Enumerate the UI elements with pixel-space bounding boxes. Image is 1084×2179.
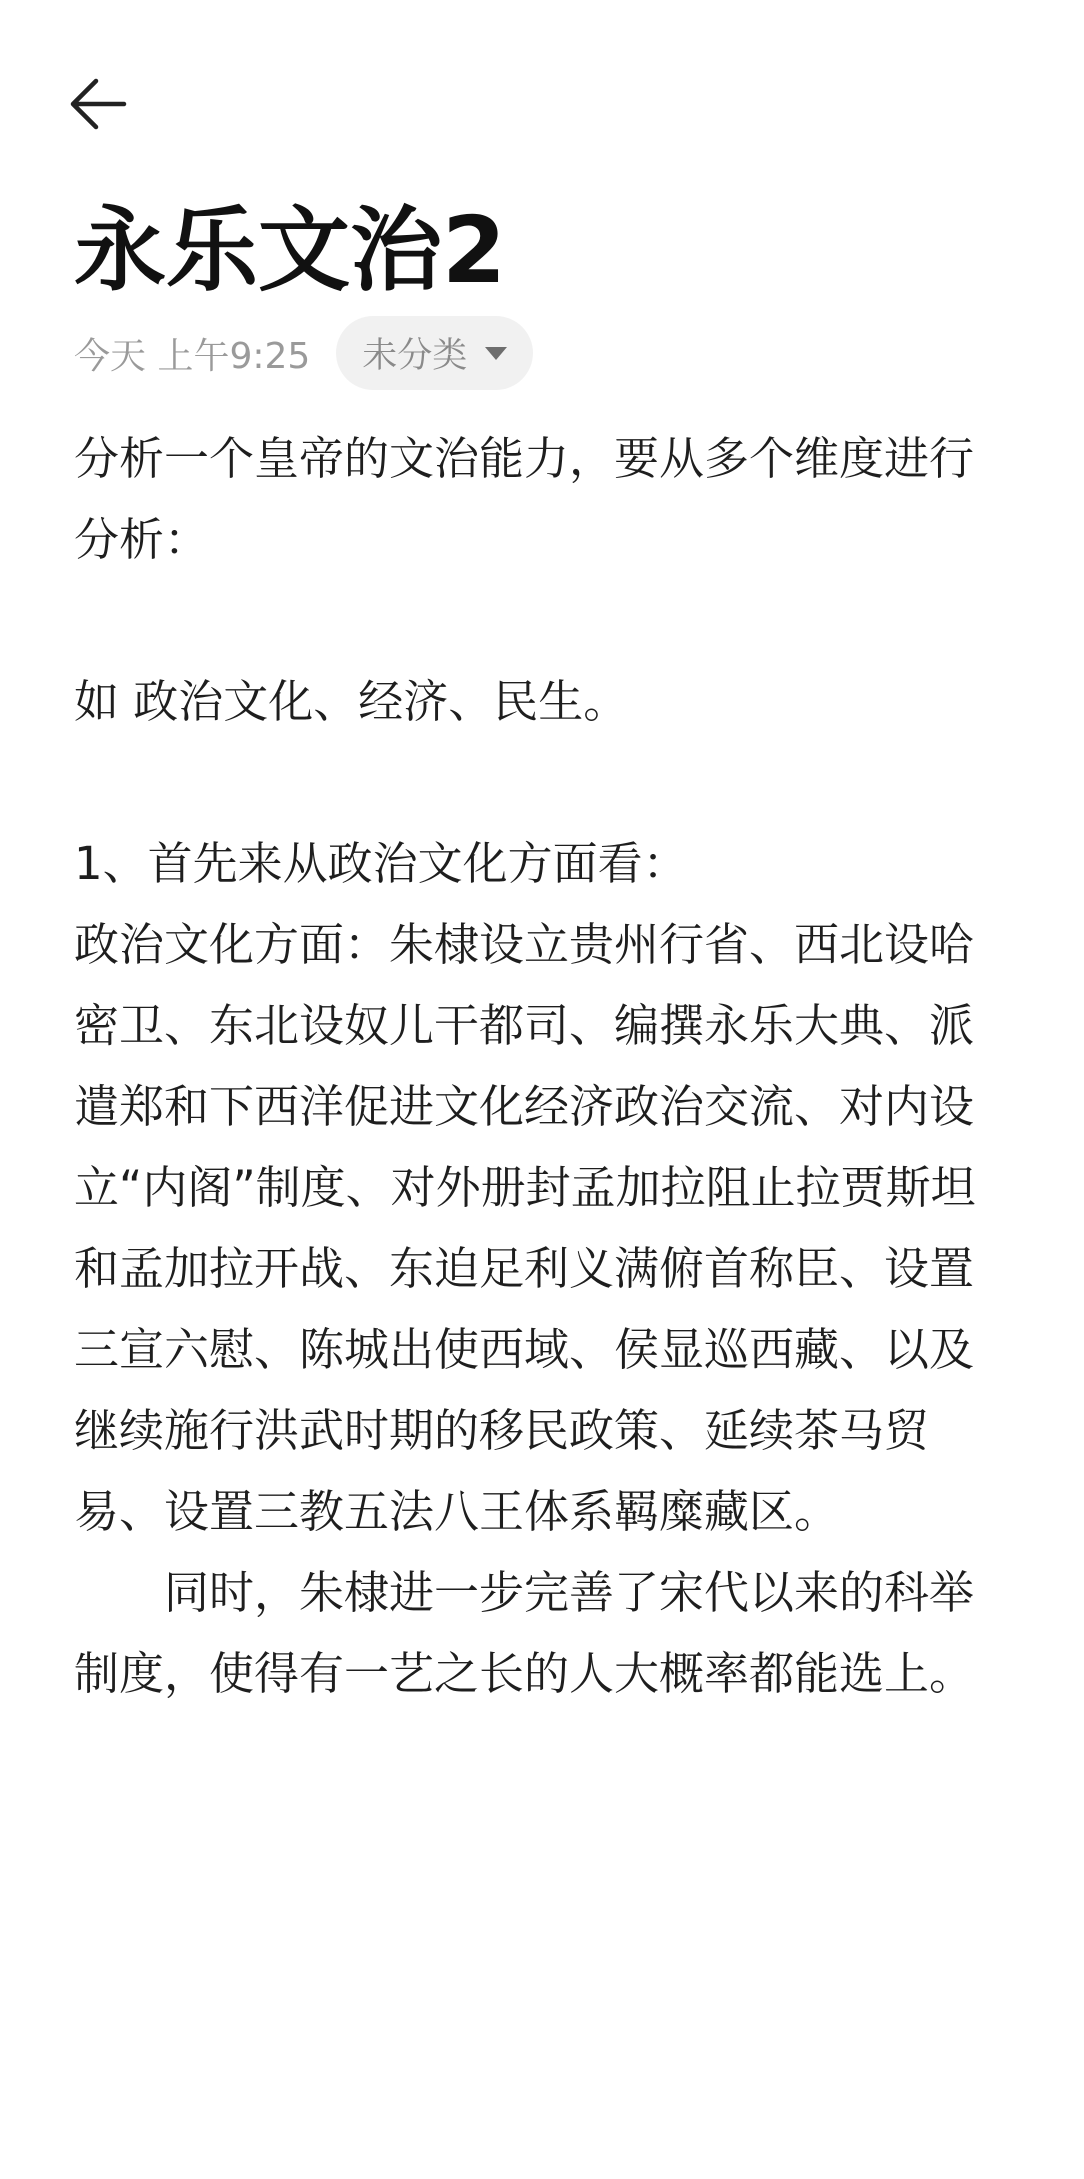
body-paragraph: 分析一个皇帝的文治能力，要从多个维度进行分析： <box>74 432 975 566</box>
body-paragraph: 1、首先来从政治文化方面看： <box>74 837 688 890</box>
note-meta <box>74 316 533 390</box>
category-selector[interactable] <box>336 316 533 390</box>
blank-line <box>74 742 1014 823</box>
note-timestamp: 今天 上午9:25 <box>74 335 311 377</box>
arrow-left-icon <box>66 72 130 136</box>
note-title[interactable]: 永乐文治2 <box>74 197 507 304</box>
category-label: 未分类 <box>362 336 468 376</box>
back-button[interactable] <box>66 72 146 152</box>
body-paragraph: 如 政治文化、经济、民生。 <box>74 675 629 728</box>
blank-line <box>74 580 1014 661</box>
body-paragraph: 政治文化方面：朱棣设立贵州行省、西北设哈密卫、东北设奴儿干都司、编撰永乐大典、派遣郑和下西洋促进文化经济政治交流、对内设立“内阁”制度、对外册封孟加拉阻止拉贾斯坦和孟加拉开战、东迫足利义满俯首称臣、设置三宣六慰、陈城出使西域、侯显巡西藏、以及继续施行洪武时期的移民政策、延续茶马贸易、设置三教五法八王体系羁糜藏区。 <box>74 918 976 1538</box>
note-body[interactable] <box>74 418 1014 1714</box>
caret-down-icon <box>485 347 507 360</box>
body-paragraph: 同时，朱棣进一步完善了宋代以来的科举制度，使得有一艺之长的人大概率都能选上。 <box>74 1566 975 1700</box>
